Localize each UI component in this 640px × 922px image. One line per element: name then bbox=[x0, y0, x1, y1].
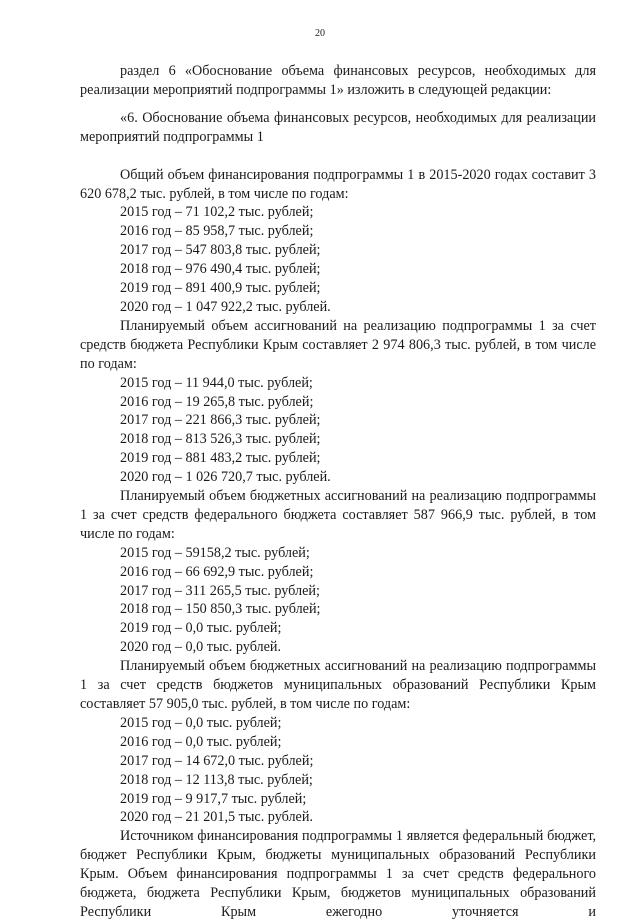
list-item: 2019 год – 891 400,9 тыс. рублей; bbox=[120, 280, 321, 297]
funding-source-paragraph: Источником финансирования подпрограммы 1 является федеральный бюджет, бюджет Республики Крым, бюджеты муниципальных образований Республики Крым. Объем финансирования подпрограммы 1 за счет средств федерального бюджета, бюджета Республики Крым, бюджетов муниципальных образований Республики Крым ежегодно уточняется и bbox=[80, 828, 596, 920]
crimea-intro: Планируемый объем ассигнований на реализацию подпрограммы 1 за счет средств бюджета Республики Крым составляет 2 974 806,3 тыс. рублей, в том числе по годам: bbox=[80, 317, 596, 372]
list-item: 2018 год – 12 113,8 тыс. рублей; bbox=[120, 771, 313, 788]
intro-paragraph: раздел 6 «Обоснование объема финансовых ресурсов, необходимых для реализации мероприятий подпрограммы 1» изложить в следующей редакции: bbox=[80, 63, 596, 98]
total-years-list bbox=[80, 203, 596, 316]
list-item: 2016 год – 85 958,7 тыс. рублей; bbox=[120, 223, 314, 240]
list-item: 2017 год – 221 866,3 тыс. рублей; bbox=[120, 412, 321, 429]
list-item: 2018 год – 813 526,3 тыс. рублей; bbox=[120, 431, 321, 448]
crimea-years-list bbox=[80, 374, 596, 487]
document-body bbox=[80, 62, 596, 922]
list-item: 2020 год – 1 047 922,2 тыс. рублей. bbox=[120, 298, 331, 315]
list-item: 2019 год – 881 483,2 тыс. рублей; bbox=[120, 450, 321, 467]
list-item: 2015 год – 11 944,0 тыс. рублей; bbox=[120, 374, 313, 391]
list-item: 2016 год – 0,0 тыс. рублей; bbox=[120, 733, 282, 750]
list-item: 2017 год – 311 265,5 тыс. рублей; bbox=[120, 582, 320, 599]
list-item: 2017 год – 14 672,0 тыс. рублей; bbox=[120, 752, 314, 769]
list-item: 2015 год – 71 102,2 тыс. рублей; bbox=[120, 204, 314, 221]
list-item: 2020 год – 0,0 тыс. рублей. bbox=[120, 639, 282, 656]
list-item: 2019 год – 0,0 тыс. рублей; bbox=[120, 620, 282, 637]
federal-intro: Планируемый объем бюджетных ассигнований на реализацию подпрограммы 1 за счет средств федерального бюджета составляет 587 966,9 тыс. рублей, в том числе по годам: bbox=[80, 488, 596, 542]
list-item: 2015 год – 0,0 тыс. рублей; bbox=[120, 714, 282, 731]
list-item: 2019 год – 9 917,7 тыс. рублей; bbox=[120, 790, 307, 807]
list-item: 2016 год – 66 692,9 тыс. рублей; bbox=[120, 563, 314, 580]
list-item: 2015 год – 59158,2 тыс. рублей; bbox=[120, 544, 310, 561]
list-item: 2016 год – 19 265,8 тыс. рублей; bbox=[120, 393, 314, 410]
list-item: 2020 год – 1 026 720,7 тыс. рублей. bbox=[120, 469, 331, 486]
list-item: 2020 год – 21 201,5 тыс. рублей. bbox=[120, 809, 313, 826]
federal-years-list bbox=[80, 544, 596, 657]
municipal-intro: Планируемый объем бюджетных ассигнований на реализацию подпрограммы 1 за счет средств бюджетов муниципальных образований Республики Крым составляет 57 905,0 тыс. рублей, в том числе по годам: bbox=[80, 658, 596, 712]
list-item: 2018 год – 150 850,3 тыс. рублей; bbox=[120, 601, 321, 618]
total-intro: Общий объем финансирования подпрограммы 1 в 2015-2020 годах составит 3 620 678,2 тыс. рублей, в том числе по годам: bbox=[80, 166, 596, 202]
list-item: 2017 год – 547 803,8 тыс. рублей; bbox=[120, 242, 321, 259]
page-number: 20 bbox=[315, 28, 325, 39]
municipal-years-list bbox=[80, 714, 596, 827]
section-heading: «6. Обоснование объема финансовых ресурсов, необходимых для реализации мероприятий подпрограммы 1 bbox=[80, 109, 596, 145]
list-item: 2018 год – 976 490,4 тыс. рублей; bbox=[120, 261, 321, 278]
